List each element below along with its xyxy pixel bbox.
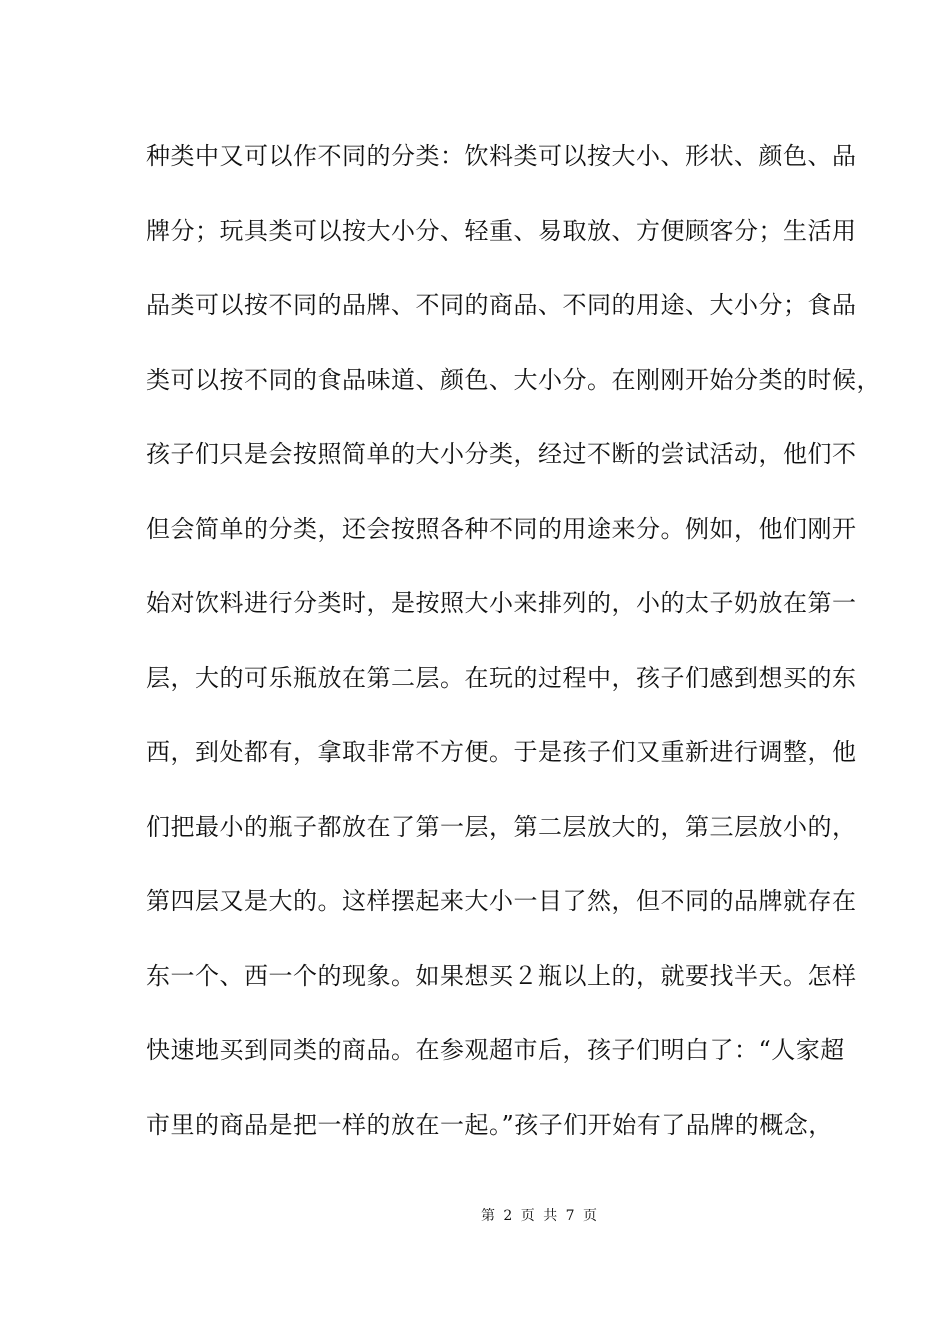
text-line: 始对饮料进行分类时，是按照大小来排列的，小的太子奶放在第一 [146, 589, 857, 617]
text-line: 第四层又是大的。这样摆起来大小一目了然，但不同的品牌就存在 [146, 887, 857, 915]
page-number-footer: 第 2 页 共 7 页 [480, 1208, 600, 1224]
text-line: 西，到处都有，拿取非常不方便。于是孩子们又重新进行调整，他 [146, 738, 857, 766]
text-line: 快速地买到同类的商品。在参观超市后，孩子们明白了：“人家超 [146, 1036, 845, 1064]
text-line: 种类中又可以作不同的分类：饮料类可以按大小、形状、颜色、品 [146, 142, 857, 170]
text-line: 东一个、西一个的现象。如果想买２瓶以上的，就要找半天。怎样 [146, 961, 857, 990]
text-line: 市里的商品是把一样的放在一起。”孩子们开始有了品牌的概念， [146, 1110, 833, 1139]
text-line: 层，大的可乐瓶放在第二层。在玩的过程中，孩子们感到想买的东 [146, 663, 857, 692]
text-line: 牌分；玩具类可以按大小分、轻重、易取放、方便顾客分；生活用 [146, 216, 857, 245]
text-line: 类可以按不同的食品味道、颜色、大小分。在刚刚开始分类的时候， [146, 365, 881, 394]
text-line: 但会简单的分类，还会按照各种不同的用途来分。例如，他们刚开 [146, 514, 857, 543]
text-line: 们把最小的瓶子都放在了第一层，第二层放大的，第三层放小的， [146, 812, 857, 841]
body-text [146, 136, 881, 1179]
text-line: 孩子们只是会按照简单的大小分类，经过不断的尝试活动，他们不 [146, 440, 857, 468]
text-line: 品类可以按不同的品牌、不同的商品、不同的用途、大小分；食品 [146, 291, 857, 319]
